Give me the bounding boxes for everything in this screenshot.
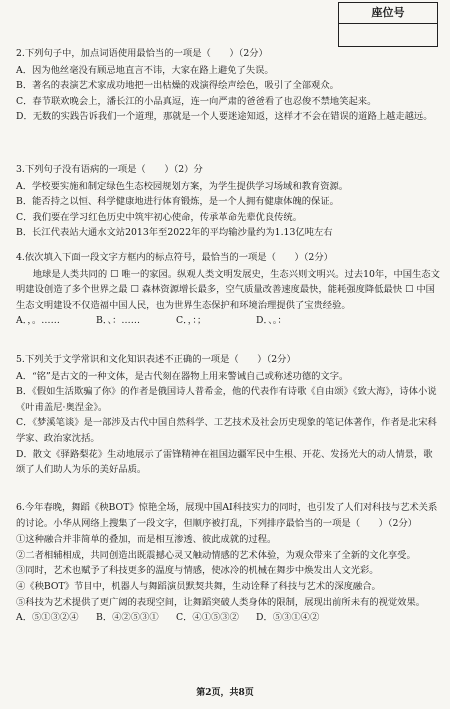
question-6-item-3: ③同时，艺术也赋予了科技更多的温度与情感，使冰冷的机械在舞步中焕发出人文光彩。 bbox=[16, 565, 379, 577]
question-5-option-a: A．“铭”是古文的一种文体，是古代刻在器物上用来警诫自己或称述功德的文字。 bbox=[16, 370, 349, 382]
question-6-option-b: B．④②⑤③① bbox=[96, 612, 159, 624]
page-footer: 第2页，共8页 bbox=[196, 688, 254, 698]
question-3 bbox=[16, 162, 440, 241]
seat-number-box bbox=[338, 2, 438, 47]
question-6-option-d: D．⑤③①④② bbox=[256, 612, 320, 624]
question-4-passage: 地球是人类共同的 ☐ 唯一的家园。纵观人类文明发展史，生态兴则文明兴。过去10年，中国生态文明建设创造了多个世界之最 ☐ 森林资源增长最多，空气质量改善速度最快，能耗强度降低最快 ☐ 中国生态文明建设不仅造福中国人民，也为世界生态保护和环境治理提供了宝贵经验。 bbox=[16, 268, 440, 311]
question-6-stem: 6.今年春晚，舞蹈《秧BOT》惊艳全场，展现中国AI科技实力的同时，也引发了人们对科技与艺术关系的讨论。小华从网络上搜集了一段文字，但顺序被打乱，下列排序最恰当的一项是（ ）（2分） bbox=[16, 502, 438, 529]
question-2 bbox=[16, 46, 440, 125]
question-2-stem: 2.下列句子中，加点词语使用最恰当的一项是（ ）（2分） bbox=[16, 48, 268, 59]
question-5 bbox=[16, 352, 440, 478]
question-3-option-c: C．我们要在学习红色历史中筑牢初心使命，传承革命先辈优良传统。 bbox=[16, 211, 303, 223]
question-5-option-d: D．散文《驿路梨花》生动地展示了雷锋精神在祖国边疆军民中生根、开花、发扬光大的动人情景，歌颂了人们助人为乐的美好品质。 bbox=[16, 448, 433, 476]
seat-number-label: 座位号 bbox=[339, 3, 437, 24]
question-4-option-a: A．，。…… bbox=[16, 315, 60, 327]
question-6 bbox=[16, 500, 440, 626]
question-2-option-d: D．无数的实践告诉我们一个道理，那就是一个人要迷途知返，这样才不会在错误的道路上越走越远。 bbox=[16, 111, 433, 123]
question-5-option-b: B．《假如生活欺骗了你》的作者是俄国诗人普希金，他的代表作有诗歌《自由颂》《致大海》，诗体小说《叶甫盖尼·奥涅金》。 bbox=[16, 386, 437, 413]
question-4-options bbox=[16, 313, 440, 329]
question-2-option-c: C．春节联欢晚会上，潘长江的小品真逗，连一向严肃的爸爸看了也忍俊不禁地笑起来。 bbox=[16, 95, 377, 107]
question-5-option-c: C．《梦溪笔谈》是一部涉及古代中国自然科学、工艺技术及社会历史现象的笔记体著作，作者是北宋科学家、政治家沈括。 bbox=[16, 417, 437, 444]
question-4-option-b: B．、：…… bbox=[96, 315, 141, 327]
question-3-stem: 3.下列句子没有语病的一项是（ ）（2）分 bbox=[16, 164, 203, 175]
question-4-option-d: D．、。： bbox=[256, 315, 287, 327]
question-6-item-4: ④《秧BOT》节目中，机器人与舞蹈演员默契共舞，生动诠释了科技与艺术的深度融合。 bbox=[16, 580, 381, 592]
question-4 bbox=[16, 250, 440, 329]
question-4-stem: 4.依次填入下面一段文字方框内的标点符号，最恰当的一项是（ ）（2分） bbox=[16, 252, 333, 263]
question-5-stem: 5.下列关于文学常识和文化知识表述不正确的一项是（ ）（2分） bbox=[16, 354, 296, 365]
question-6-item-1: ①这种融合并非简单的叠加，而是相互渗透、彼此成就的过程。 bbox=[16, 534, 277, 546]
question-2-option-a: A．因为他丝毫没有顾忌地直言不讳，大家在路上避免了失误。 bbox=[16, 64, 274, 76]
question-2-option-b: B．著名的表演艺术家成功地把一出枯燥的戏演得绘声绘色，吸引了全部观众。 bbox=[16, 80, 339, 92]
question-4-option-c: C．，：； bbox=[176, 315, 207, 327]
question-3-option-a: A．学校要实施和制定绿色生态校园规划方案，为学生提供学习场域和教育资源。 bbox=[16, 180, 349, 192]
question-3-option-d: B．长江代表站大通水文站2013年至2022年的平均输沙量约为1.13亿吨左右 bbox=[16, 227, 333, 239]
question-6-item-5: ⑤科技为艺术提供了更广阔的表现空间，让舞蹈突破人类身体的限制，展现出前所未有的视觉效果。 bbox=[16, 596, 426, 608]
question-6-item-2: ②二者相辅相成，共同创造出既震撼心灵又触动情感的艺术体验，为观众带来了全新的文化享受。 bbox=[16, 549, 416, 561]
question-6-options bbox=[16, 610, 440, 626]
question-6-option-c: C．④①⑤③② bbox=[176, 612, 239, 624]
question-3-option-b: B．能否持之以恒、科学健康地进行体育锻炼，是一个人拥有健康体魄的保证。 bbox=[16, 196, 339, 208]
question-6-option-a: A．⑤①③②④ bbox=[16, 612, 79, 624]
